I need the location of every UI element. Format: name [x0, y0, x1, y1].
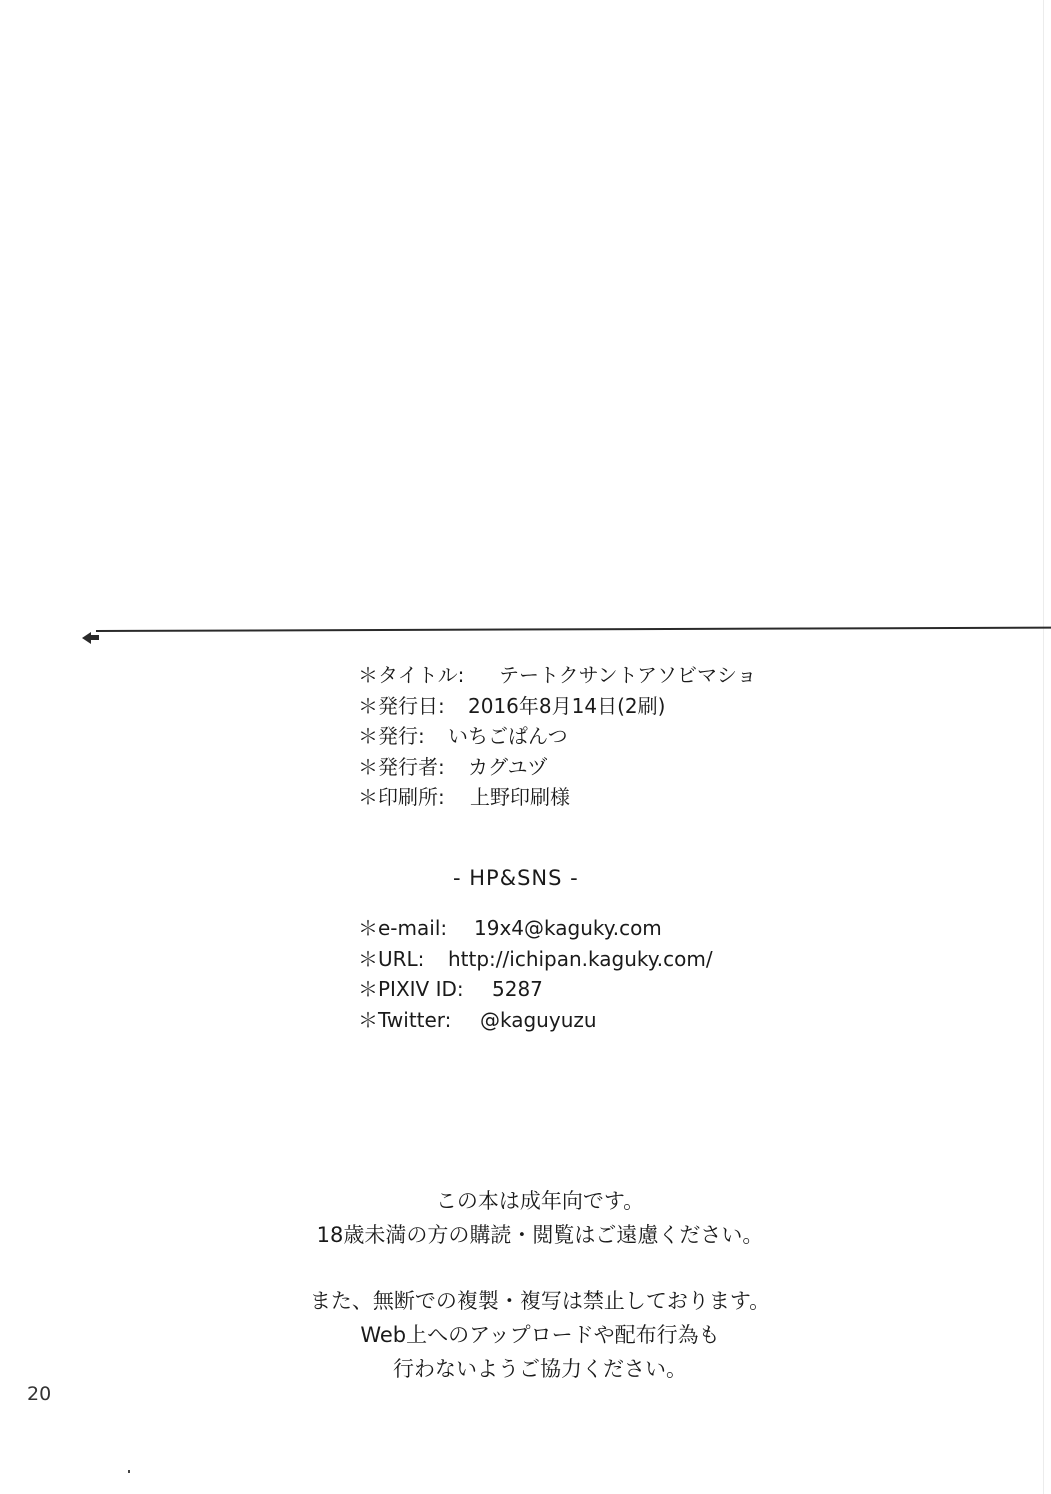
url-value: http://ichipan.kaguky.com/ [448, 946, 713, 971]
sns-row-twitter [358, 1005, 713, 1036]
pixiv-value: 5287 [492, 977, 543, 1001]
page-number: 20 [27, 1383, 52, 1405]
twitter-label: ＊Twitter: [358, 1007, 452, 1032]
sns-row-pixiv [358, 974, 713, 1005]
title-label: ＊タイトル: [358, 663, 465, 687]
arrow-tail [89, 635, 99, 640]
colophon-row-date [358, 691, 757, 722]
title-value: テートクサントアソビマショ [499, 663, 757, 687]
adult-notice [0, 1184, 1051, 1252]
issuer-value: カグユヅ [468, 754, 548, 779]
email-value: 19x4@kaguky.com [474, 916, 662, 940]
colophon-row-publisher [358, 721, 757, 752]
divider-rule [96, 627, 1051, 632]
sns-row-email [358, 913, 713, 944]
twitter-value: @kaguyuzu [480, 1007, 597, 1032]
copyright-notice-line: Web上へのアップロードや配布行為も [360, 1323, 720, 1347]
copyright-notice-line: 行わないようご協力ください。 [393, 1357, 687, 1381]
pixiv-label: ＊PIXIV ID: [358, 977, 464, 1001]
email-label: ＊e-mail: [358, 916, 448, 940]
print-speck [128, 1470, 130, 1473]
date-value: 2016年8月14日(2刷) [468, 693, 666, 718]
colophon-row-printer [358, 782, 757, 813]
issuer-label: ＊発行者: [358, 754, 445, 779]
copyright-notice [0, 1284, 1051, 1386]
printer-value: 上野印刷様 [470, 785, 570, 809]
colophon-row-title [358, 660, 757, 691]
publisher-value: いちごぱんつ [448, 724, 568, 748]
colophon-block [358, 660, 757, 813]
sns-row-url [358, 944, 713, 975]
colophon-row-issuer [358, 752, 757, 783]
printer-label: ＊印刷所: [358, 785, 445, 809]
publisher-label: ＊発行: [358, 724, 425, 748]
url-label: ＊URL: [358, 946, 425, 971]
copyright-notice-line: また、無断での複製・複写は禁止しております。 [309, 1289, 771, 1313]
page-edge [1043, 0, 1044, 1494]
sns-block [358, 913, 713, 1035]
sns-heading: - HP&SNS - [453, 866, 579, 890]
adult-notice-line: 18歳未満の方の購読・閲覧はご遠慮ください。 [316, 1223, 764, 1247]
date-label: ＊発行日: [358, 693, 445, 718]
adult-notice-line: この本は成年向です。 [435, 1189, 645, 1213]
